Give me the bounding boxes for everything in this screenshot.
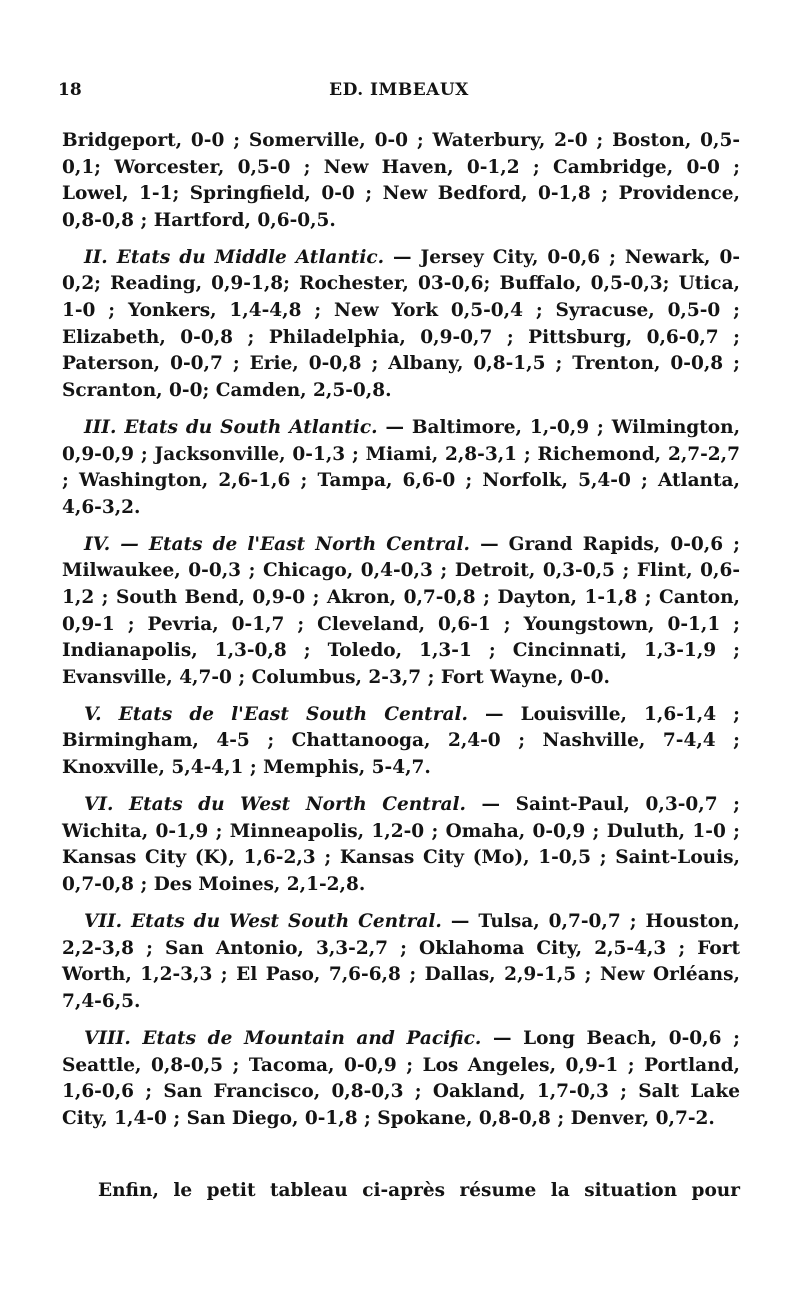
paragraph-west-south-central bbox=[62, 909, 740, 1015]
paragraph-south-atlantic bbox=[62, 415, 740, 521]
paragraph-text: Bridgeport, 0-0 ; Somerville, 0-0 ; Waterbury, 2-0 ; Boston, 0,5-0,1; Worcester, 0,5-0 ; New Haven, 0-1,2 ; Cambridge, 0-0 ; Lowel, 1-1; Springfield, 0-0 ; New Bedford, 0-1,8 ; Providence, 0,8-0,8 ; Hartford, 0,6-0,5. bbox=[62, 130, 740, 231]
paragraph-new-england-cities bbox=[62, 128, 740, 234]
region-title: VII. Etats du West South Central. bbox=[84, 911, 442, 933]
paragraph-text: — Saint-Paul, 0,3-0,7 ; Wichita, 0-1,9 ; Minneapolis, 1,2-0 ; Omaha, 0-0,9 ; Duluth, 1-0 ; Kansas City (K), 1,6-2,3 ; Kansas City (Mo), 1-0,5 ; Saint-Louis, 0,7-0,8 ; Des Moines, 2,1-2,8. bbox=[62, 794, 740, 895]
region-title: VIII. Etats de Mountain and Pacific. bbox=[84, 1027, 482, 1049]
paragraph-east-north-central bbox=[62, 532, 740, 692]
page-header bbox=[58, 80, 740, 110]
paragraph-middle-atlantic bbox=[62, 245, 740, 405]
paragraph-text: — Louisville, 1,6-1,4 ; Birmingham, 4-5 ; Chattanooga, 2,4-0 ; Nashville, 7-4,4 ; Knoxville, 5,4-4,1 ; Memphis, 5-4,7. bbox=[62, 703, 740, 779]
running-head: ED. IMBEAUX bbox=[329, 80, 469, 100]
paragraph-mountain-pacific bbox=[62, 1026, 740, 1132]
region-title: IV. — Etats de l'East North Central. bbox=[84, 533, 470, 555]
region-title: III. Etats du South Atlantic. bbox=[84, 416, 378, 438]
region-title: V. Etats de l'East South Central. bbox=[84, 703, 468, 725]
paragraph-text: — Grand Rapids, 0-0,6 ; Milwaukee, 0-0,3 ; Chicago, 0,4-0,3 ; Detroit, 0,3-0,5 ; Flint, 0,6-1,2 ; South Bend, 0,9-0 ; Akron, 0,7-0,8 ; Dayton, 1-1,8 ; Canton, 0,9-1 ; Pevria, 0-1,7 ; Cleveland, 0,6-1 ; Youngstown, 0-1,1 ; Indianapolis, 1,3-0,8 ; Toledo, 1,3-1 ; Cincinnati, 1,3-1,9 ; Evansville, 4,7-0 ; Columbus, 2-3,7 ; Fort Wayne, 0-0. bbox=[62, 533, 740, 688]
paragraph-text: — Jersey City, 0-0,6 ; Newark, 0-0,2; Reading, 0,9-1,8; Rochester, 03-0,6; Buffalo, 0,5-0,3; Utica, 1-0 ; Yonkers, 1,4-4,8 ; New York 0,5-0,4 ; Syracuse, 0,5-0 ; Elizabeth, 0-0,8 ; Philadelphia, 0,9-0,7 ; Pittsburg, 0,6-0,7 ; Paterson, 0-0,7 ; Erie, 0-0,8 ; Albany, 0,8-1,5 ; Trenton, 0-0,8 ; Scranton, 0-0; Camden, 2,5-0,8. bbox=[62, 246, 740, 401]
page-number: 18 bbox=[58, 80, 82, 100]
body-text bbox=[62, 128, 740, 1143]
closing-line: Enfin, le petit tableau ci-après résume la situation pour bbox=[98, 1180, 740, 1201]
paragraph-east-south-central bbox=[62, 702, 740, 782]
paragraph-text: — Long Beach, 0-0,6 ; Seattle, 0,8-0,5 ; Tacoma, 0-0,9 ; Los Angeles, 0,9-1 ; Portland, 1,6-0,6 ; San Francisco, 0,8-0,3 ; Oakland, 1,7-0,3 ; Salt Lake City, 1,4-0 ; San Diego, 0-1,8 ; Spokane, 0,8-0,8 ; Denver, 0,7-2. bbox=[62, 1027, 740, 1129]
paragraph-text: — Baltimore, 1,-0,9 ; Wilmington, 0,9-0,9 ; Jacksonville, 0-1,3 ; Miami, 2,8-3,1 ; Richemond, 2,7-2,7 ; Washington, 2,6-1,6 ; Tampa, 6,6-0 ; Norfolk, 5,4-0 ; Atlanta, 4,6-3,2. bbox=[62, 416, 741, 518]
paragraph-text: — Tulsa, 0,7-0,7 ; Houston, 2,2-3,8 ; San Antonio, 3,3-2,7 ; Oklahoma City, 2,5-4,3 ; Fort Worth, 1,2-3,3 ; El Paso, 7,6-6,8 ; Dallas, 2,9-1,5 ; New Orléans, 7,4-6,5. bbox=[62, 911, 740, 1012]
region-title: VI. Etats du West North Central. bbox=[84, 794, 466, 816]
paragraph-west-north-central bbox=[62, 792, 740, 898]
region-title: II. Etats du Middle Atlantic. bbox=[84, 246, 385, 268]
